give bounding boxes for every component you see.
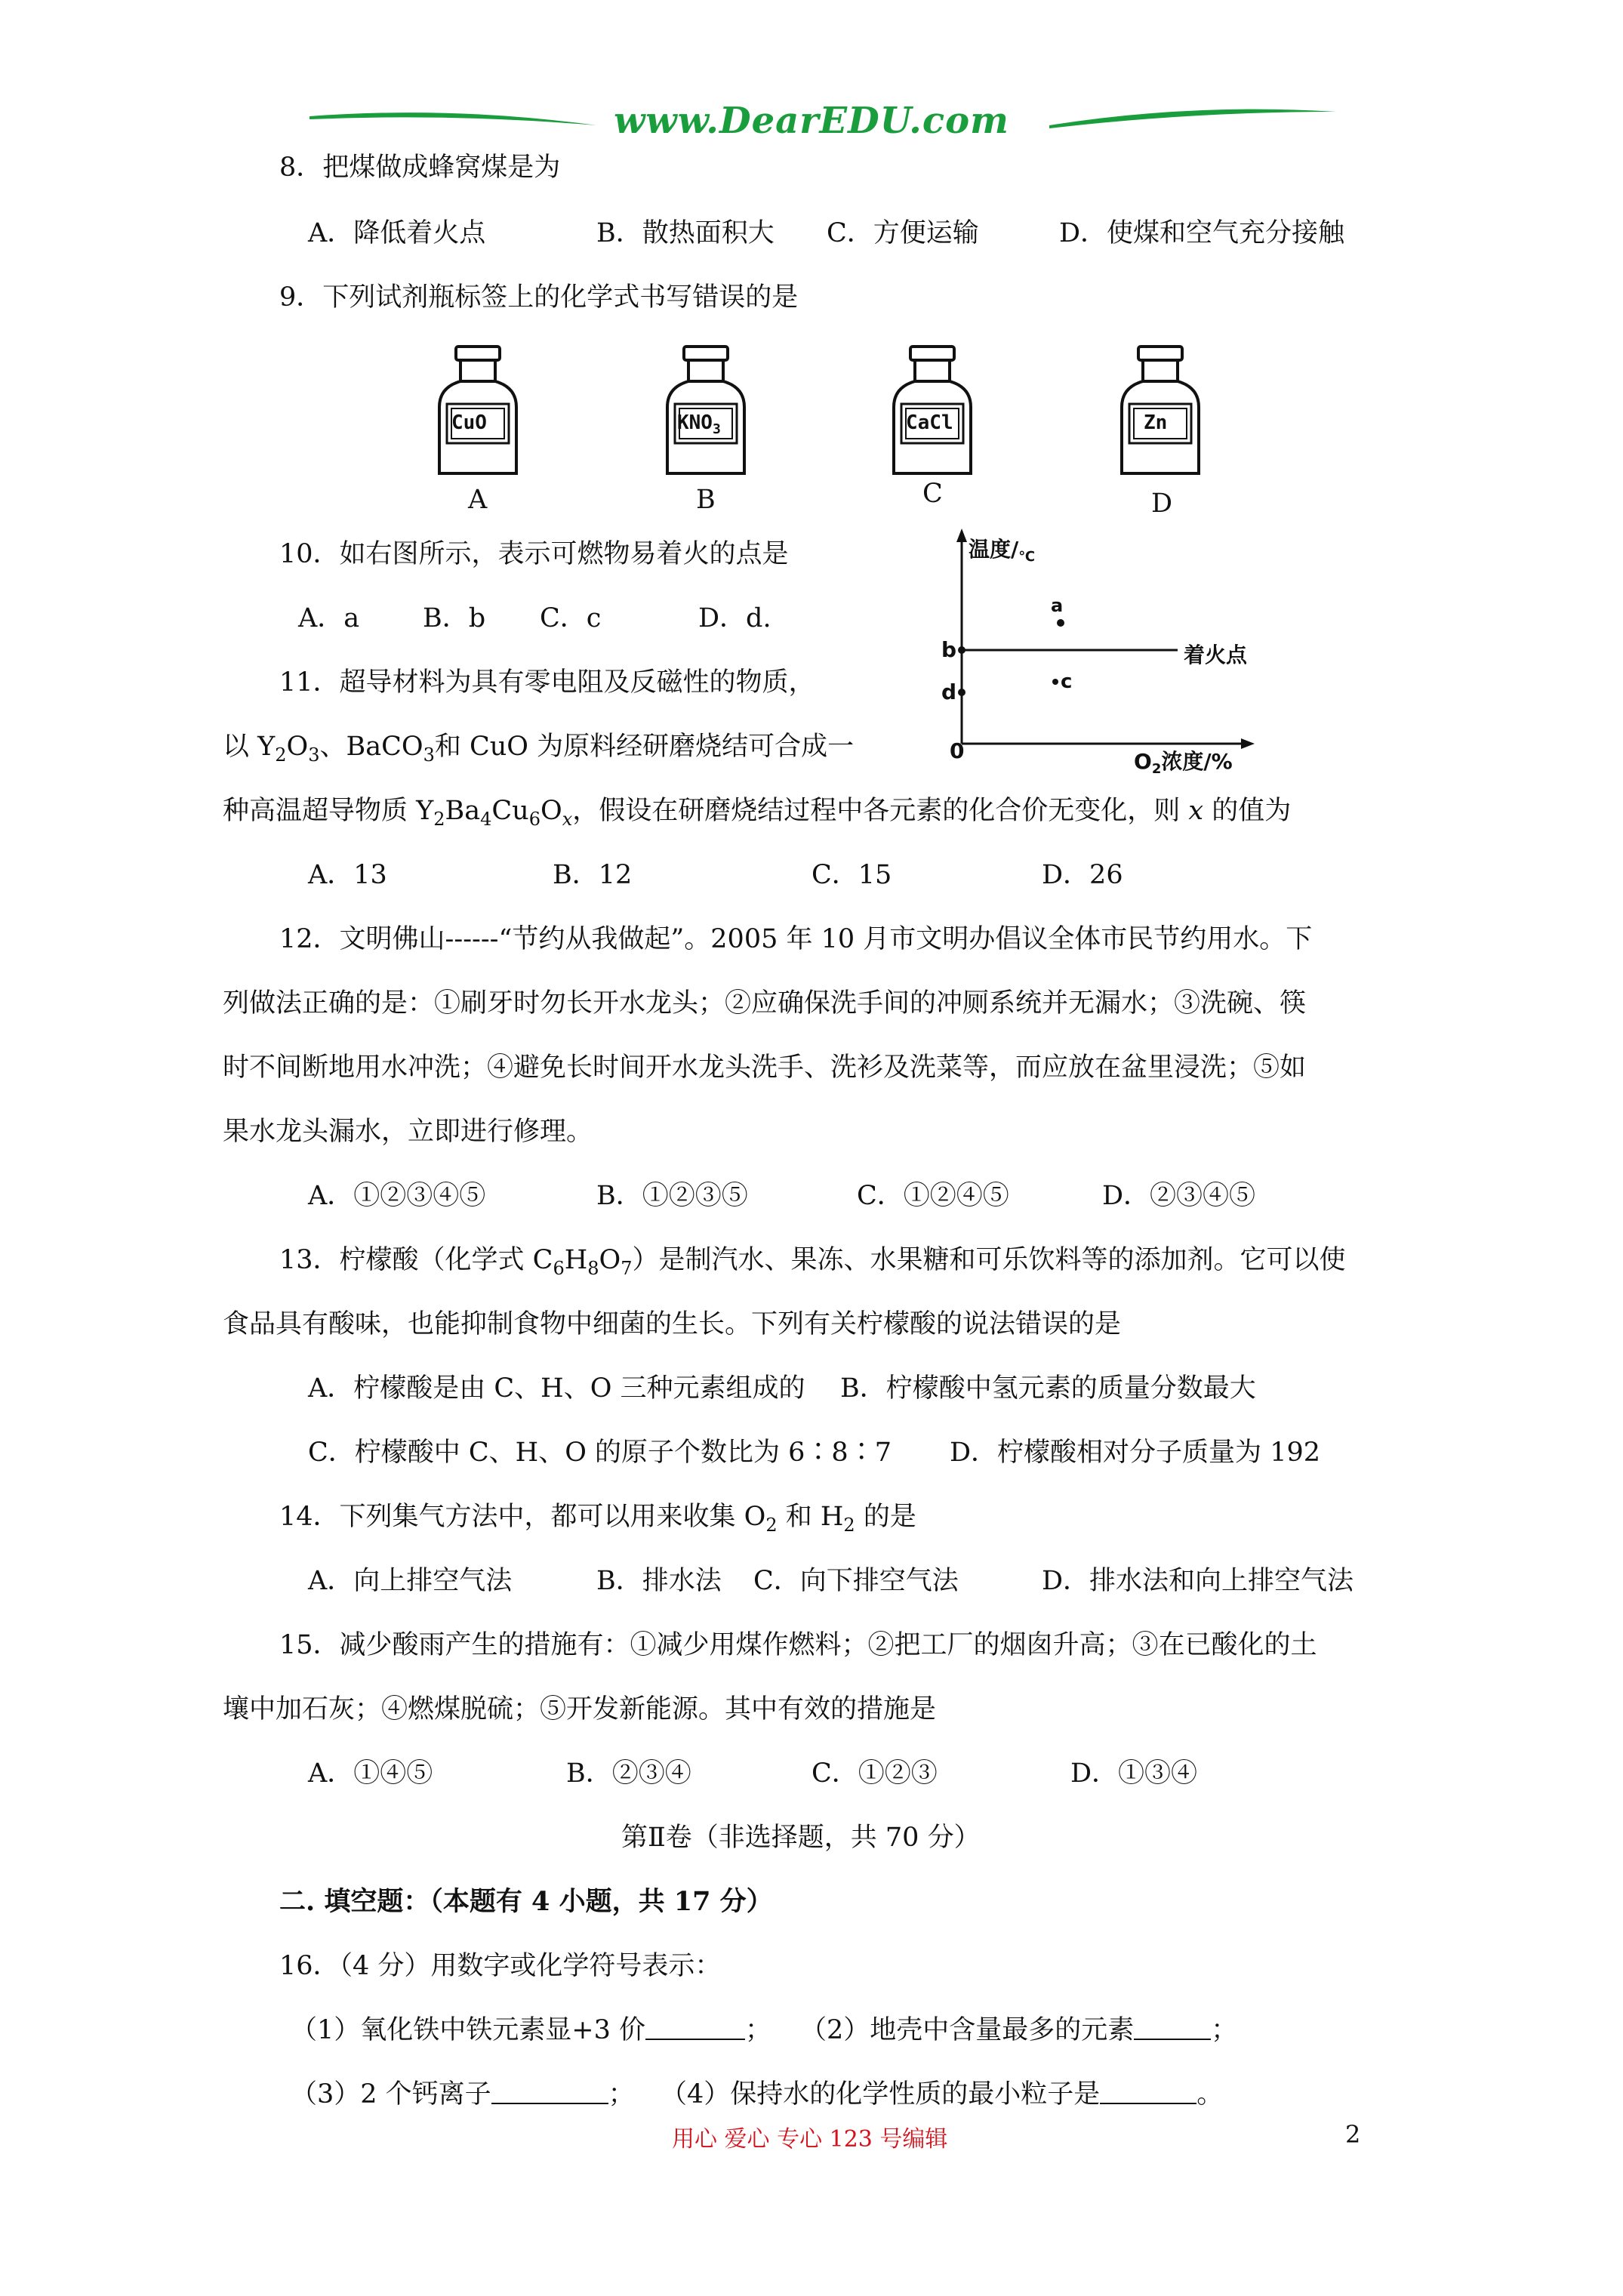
q13-line1: 13．柠檬酸（化学式 $C_6H_8O_7$）是制汽水、果冻、水果糖和可乐饮料等的添加剂。它可以使 bbox=[279, 1245, 1346, 1279]
q10-stem: 10．如右图所示，表示可燃物易着火的点是 bbox=[279, 539, 789, 569]
q11-option-d: D．26 bbox=[1042, 860, 1123, 890]
q12-line4: 果水龙头漏水，立即进行修理。 bbox=[223, 1117, 593, 1147]
header-logo: www.DearEDU.com bbox=[614, 100, 1009, 142]
footer-text: 用心 爱心 专心 123 号编辑 bbox=[672, 2126, 948, 2153]
q10-option-a: A．a bbox=[298, 603, 360, 633]
q14-stem: 14．下列集气方法中，都可以用来收集 $O_2$ 和 $H_2$ 的是 bbox=[279, 1502, 916, 1536]
q8-option-a: A．降低着火点 bbox=[308, 218, 486, 248]
q8-stem: 8．把煤做成蜂窝煤是为 bbox=[279, 153, 561, 183]
q12-option-a: A．①②③④⑤ bbox=[308, 1181, 486, 1211]
chart-point-a: a bbox=[1051, 595, 1064, 616]
section2-title: 二. 填空题：（本题有 4 小题，共 17 分） bbox=[279, 1886, 773, 1917]
q12-line3: 时不间断地用水冲洗；④避免长时间开水龙头洗手、洗衫及洗菜等，而应放在盆里浸洗；⑤如 bbox=[223, 1052, 1307, 1083]
q16-part1: （1）氧化铁中铁元素显+3 价 ； bbox=[291, 2015, 772, 2045]
q14-option-c: C．向下排空气法 bbox=[753, 1566, 959, 1596]
chart-point-b: b bbox=[941, 637, 957, 662]
bottle-b-label: $KNO_3$ bbox=[677, 411, 721, 437]
q11-option-c: C．15 bbox=[812, 860, 892, 890]
chart-point-c: c bbox=[1061, 670, 1073, 693]
q14-option-a: A．向上排空气法 bbox=[308, 1566, 513, 1596]
bottle-a-letter: A bbox=[468, 485, 488, 515]
q13-option-c: C．柠檬酸中 C、H、O 的原子个数比为 6∶8∶7 bbox=[308, 1438, 892, 1468]
part2-title: 第Ⅱ卷（非选择题，共 70 分） bbox=[621, 1823, 981, 1853]
q12-option-c: C．①②④⑤ bbox=[857, 1181, 1009, 1211]
q13-option-b: B．柠檬酸中氢元素的质量分数最大 bbox=[840, 1373, 1256, 1404]
chart-line-label: 着火点 bbox=[1184, 643, 1248, 667]
q12-line1: 12．文明佛山------“节约从我做起”。2005 年 10 月市文明办倡议全体市民节约用水。下 bbox=[279, 924, 1313, 954]
q13-option-d: D．柠檬酸相对分子质量为 192 bbox=[950, 1438, 1320, 1468]
q10-option-c: C．c bbox=[540, 603, 602, 633]
page-number: 2 bbox=[1345, 2120, 1361, 2149]
q13-option-a: A．柠檬酸是由 C、H、O 三种元素组成的 bbox=[308, 1373, 805, 1404]
bottle-c-letter: C bbox=[922, 479, 943, 509]
chart-point-d: d bbox=[941, 680, 957, 704]
q14-option-b: B．排水法 bbox=[596, 1566, 722, 1596]
q12-option-d: D．②③④⑤ bbox=[1102, 1181, 1256, 1211]
q15-option-d: D．①③④ bbox=[1070, 1758, 1198, 1789]
q15-line2: 壤中加石灰；④燃煤脱硫；⑤开发新能源。其中有效的措施是 bbox=[223, 1694, 937, 1724]
bottle-c-label: CaCl bbox=[906, 411, 953, 434]
q15-option-a: A．①④⑤ bbox=[308, 1758, 433, 1789]
q10-option-d: D．d. bbox=[698, 603, 771, 633]
q12-line2: 列做法正确的是：①刷牙时勿长开水龙头；②应确保洗手间的冲厕系统并无漏水；③洗碗、筷 bbox=[223, 988, 1307, 1019]
bottle-d-label: Zn bbox=[1144, 411, 1168, 434]
chart-x-label: $O_2$浓度/% bbox=[1134, 749, 1233, 777]
q16-part3: （3）2 个钙离子 ； bbox=[291, 2079, 635, 2110]
chart-y-label: 温度$/_℃$ bbox=[969, 537, 1036, 565]
q15-option-c: C．①②③ bbox=[812, 1758, 938, 1789]
q11-line3: 种高温超导物质 $Y_2Ba_4Cu_6O_x$，假设在研磨烧结过程中各元素的化合价无变化，则 x 的值为 bbox=[223, 796, 1292, 830]
q14-option-d: D．排水法和向上排空气法 bbox=[1042, 1566, 1354, 1596]
q10-option-b: B．b bbox=[423, 603, 486, 633]
q16-part4: （4）保持水的化学性质的最小粒子是 。 bbox=[661, 2079, 1224, 2110]
q15-line1: 15．减少酸雨产生的措施有：①减少用煤作燃料；②把工厂的烟囱升高；③在已酸化的土 bbox=[279, 1630, 1317, 1660]
bottle-b-letter: B bbox=[696, 485, 716, 515]
q8-option-d: D．使煤和空气充分接触 bbox=[1059, 218, 1345, 248]
q12-option-b: B．①②③⑤ bbox=[596, 1181, 748, 1211]
q11-option-b: B．12 bbox=[553, 860, 633, 890]
q8-option-b: B．散热面积大 bbox=[596, 218, 775, 248]
q11-line1: 11．超导材料为具有零电阻及反磁性的物质， bbox=[279, 667, 815, 698]
q15-option-b: B．②③④ bbox=[566, 1758, 691, 1789]
q11-line2: 以 $Y_2O_3$、BaCO$_3$和 CuO 为原料经研磨烧结可合成一 bbox=[223, 732, 855, 766]
q13-line2: 食品具有酸味，也能抑制食物中细菌的生长。下列有关柠檬酸的说法错误的是 bbox=[223, 1309, 1122, 1339]
bottle-d-letter: D bbox=[1151, 488, 1173, 519]
q16-stem: 16．（4 分）用数字或化学符号表示： bbox=[279, 1951, 722, 1981]
q16-part2: （2）地壳中含量最多的元素 ； bbox=[800, 2015, 1238, 2045]
q9-stem: 9．下列试剂瓶标签上的化学式书写错误的是 bbox=[279, 282, 799, 313]
bottle-a-label: CuO bbox=[451, 411, 487, 434]
q8-option-c: C．方便运输 bbox=[827, 218, 979, 248]
q11-option-a: A．13 bbox=[308, 860, 387, 890]
chart-origin: 0 bbox=[950, 738, 965, 763]
